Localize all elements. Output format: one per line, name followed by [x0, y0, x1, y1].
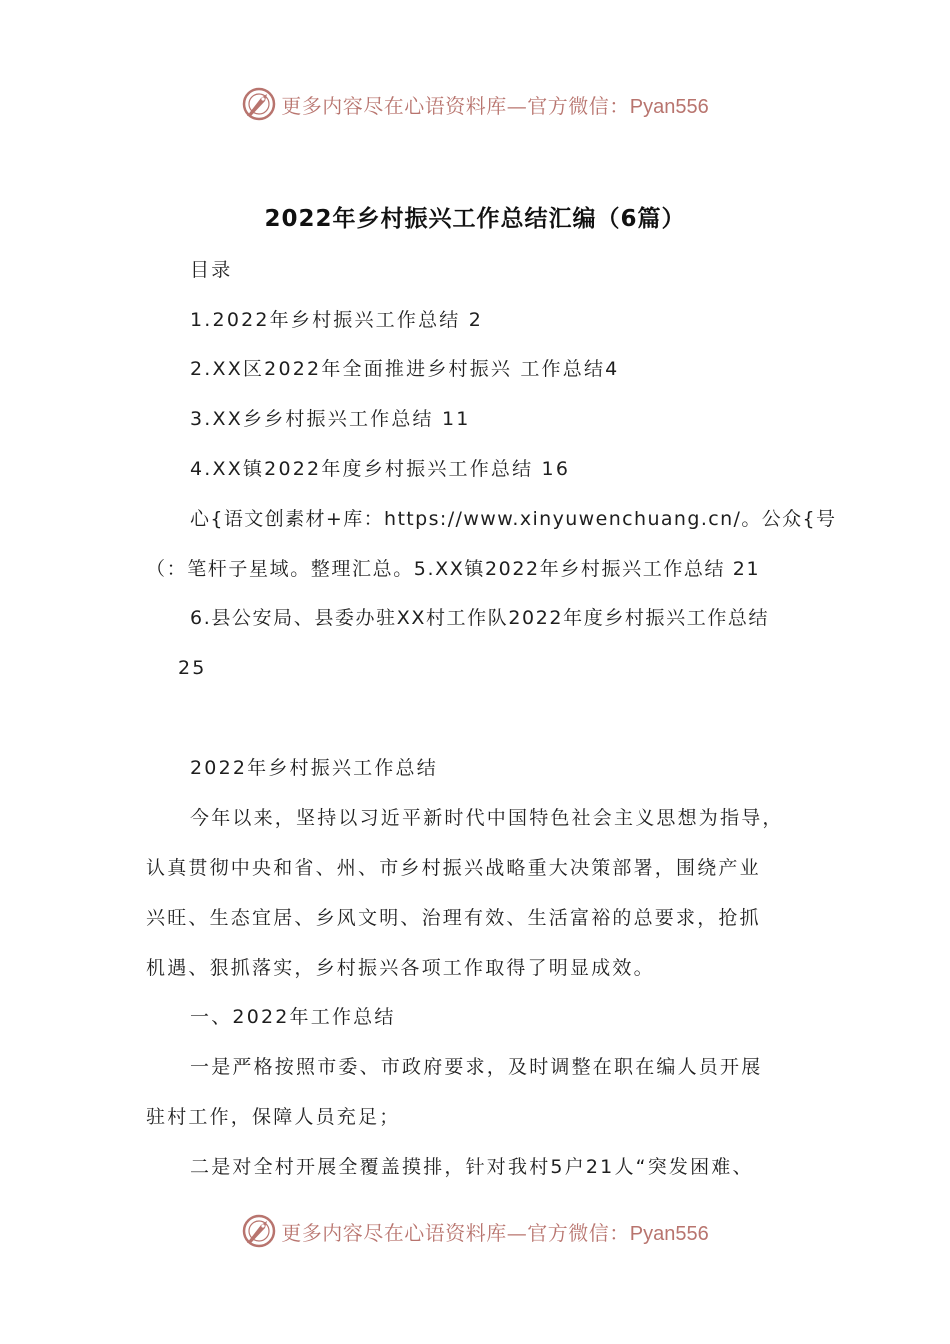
section-heading-1: 一、2022年工作总结	[190, 1006, 396, 1028]
wechat-id: Pyan556	[629, 95, 709, 118]
paragraph-line: 二是对全村开展全覆盖摸排，针对我村5户21人“突发困难、	[190, 1156, 754, 1178]
document-title: 2022年乡村振兴工作总结汇编（6篇）	[264, 206, 686, 232]
pen-nib-logo-icon	[241, 86, 277, 122]
toc-item-4: 4.XX镇2022年度乡村振兴工作总结 16	[190, 458, 571, 480]
watermark-text: 更多内容尽在心语资料库—官方微信：Pyan556	[281, 1220, 709, 1245]
header-watermark-banner	[0, 82, 950, 126]
paragraph-line: 兴旺、生态宜居、乡风文明、治理有效、生活富裕的总要求，抢抓	[146, 907, 761, 929]
toc-item-6-page: 25	[178, 657, 207, 679]
wechat-id: Pyan556	[629, 1222, 709, 1245]
toc-item-2: 2.XX区2022年全面推进乡村振兴 工作总结4	[190, 358, 620, 380]
paragraph-line: 机遇、狠抓落实，乡村振兴各项工作取得了明显成效。	[146, 957, 655, 979]
toc-item-1: 1.2022年乡村振兴工作总结 2	[190, 309, 484, 331]
toc-heading: 目录	[190, 259, 233, 281]
toc-source-note: 心{语文创素材+库：https://www.xinyuwenchuang.cn/。公众{号	[190, 508, 837, 530]
paragraph-line: 一是严格按照市委、市政府要求，及时调整在职在编人员开展	[190, 1056, 763, 1078]
paragraph-line: 认真贯彻中央和省、州、市乡村振兴战略重大决策部署，围绕产业	[146, 857, 761, 879]
section-title: 2022年乡村振兴工作总结	[190, 757, 438, 779]
toc-item-6: 6.县公安局、县委办驻XX村工作队2022年度乡村振兴工作总结	[190, 607, 770, 629]
toc-source-note-continued: （：笔杆子星域。整理汇总。5.XX镇2022年乡村振兴工作总结 21	[146, 558, 761, 580]
paragraph-line: 今年以来，坚持以习近平新时代中国特色社会主义思想为指导，	[190, 807, 784, 829]
footer-watermark-banner	[0, 1209, 950, 1253]
toc-item-3: 3.XX乡乡村振兴工作总结 11	[190, 408, 471, 430]
watermark-text: 更多内容尽在心语资料库—官方微信：Pyan556	[281, 93, 709, 118]
paragraph-line: 驻村工作，保障人员充足；	[146, 1106, 401, 1128]
pen-nib-logo-icon	[241, 1213, 277, 1249]
